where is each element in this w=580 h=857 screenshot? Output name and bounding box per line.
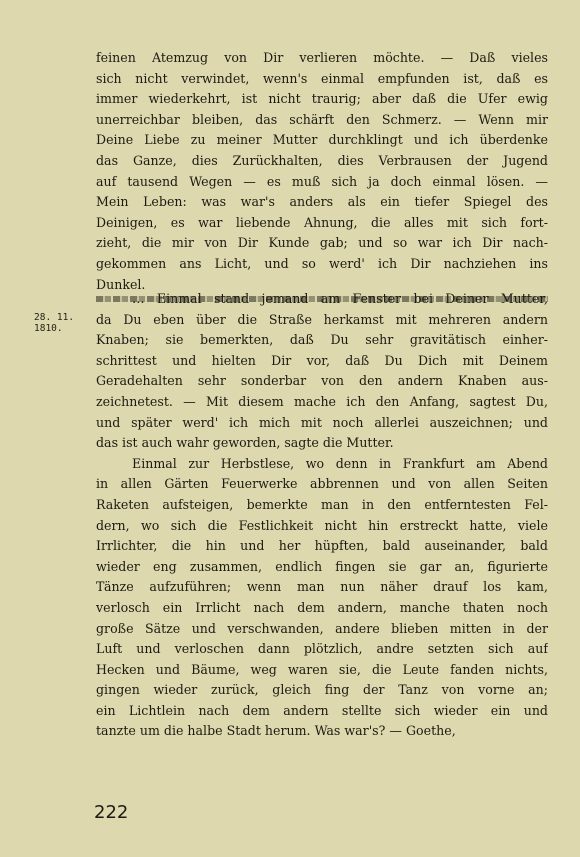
text-line: und später werd' ich mich mit noch allerlei auszeichnen; und — [96, 414, 548, 430]
text-line: Luft und verloschen dann plötzlich, andre setzten sich auf — [96, 641, 548, 657]
text-line: große Sätze und verschwanden, andere blieben mitten in der — [96, 620, 548, 636]
date-year: 1810. — [34, 323, 63, 334]
top-paragraph — [96, 48, 548, 295]
text-line: schrittest und hielten Dir vor, daß Du Dich mit Deinem — [96, 352, 548, 368]
text-line: verlosch ein Irrlicht nach dem andern, manche thaten noch — [96, 599, 548, 615]
text-line: das ist auch wahr geworden, sagte die Mutter. — [96, 435, 394, 451]
text-line: feinen Atemzug von Dir verlieren möchte. — Daß vieles — [96, 50, 548, 65]
text-line: gekommen ans Licht, und so werd' ich Dir nachziehen ins — [96, 255, 548, 271]
text-line: gingen wieder zurück, gleich fing der Tanz von vorne an; — [96, 682, 548, 698]
text-line: Irrlichter, die hin und her hüpften, bald auseinander, bald — [96, 538, 548, 554]
letter-body — [96, 289, 548, 742]
text-line: Dunkel. — [96, 276, 146, 292]
text-line: wieder eng zusammen, endlich fingen sie gar an, figurierte — [96, 558, 548, 574]
text-line: zieht, die mir von Dir Kunde gab; und so war ich Dir nach- — [96, 235, 548, 251]
text-line: da Du eben über die Straße herkamst mit mehreren andern — [96, 311, 548, 327]
text-line: zeichnetest. — Mit diesem mache ich den Anfang, sagtest Du, — [96, 393, 548, 409]
text-line: Geradehalten sehr sonderbar von den andern Knaben aus- — [96, 373, 548, 389]
text-line: das Ganze, dies Zurückhalten, dies Verbrausen der Jugend — [96, 152, 548, 168]
text-line: immer wiederkehrt, ist nicht traurig; aber daß die Ufer ewig — [96, 91, 548, 107]
text-line: … Einmal stand jemand am Fenster bei Deiner Mutter, — [132, 291, 548, 306]
text-line: auf tausend Wegen — es muß sich ja doch einmal lösen. — — [96, 173, 548, 189]
date-margin-note — [34, 312, 86, 334]
date-day-month: 28. 11. — [34, 312, 75, 323]
text-line: Mein Leben: was war's anders als ein tiefer Spiegel des — [96, 194, 548, 210]
text-line: sich nicht verwindet, wenn's einmal empfunden ist, daß es — [96, 70, 548, 86]
text-line: Einmal zur Herbstlese, wo denn in Frankfurt am Abend — [132, 455, 548, 471]
text-line: tanzte um die halbe Stadt herum. Was war's? — Goethe, — [96, 723, 456, 739]
page-number: 222 — [94, 802, 129, 823]
text-line: Knaben; sie bemerkten, daß Du sehr gravitätisch einher- — [96, 332, 548, 348]
text-line: Hecken und Bäume, weg waren sie, die Leute fanden nichts, — [96, 661, 548, 677]
text-line: Tänze aufzuführen; wenn man nun näher drauf los kam, — [96, 579, 548, 595]
text-line: dern, wo sich die Festlichkeit nicht hin erstreckt hatte, viele — [96, 517, 548, 533]
text-line: Deinigen, es war liebende Ahnung, die alles mit sich fort- — [96, 214, 548, 230]
text-line: unerreichbar bleiben, das schärft den Schmerz. — Wenn mir — [96, 111, 548, 127]
text-line: Deine Liebe zu meiner Mutter durchklingt und ich überdenke — [96, 132, 548, 148]
text-line: ein Lichtlein nach dem andern stellte sich wieder ein und — [96, 702, 548, 718]
text-line: in allen Gärten Feuerwerke abbrennen und von allen Seiten — [96, 476, 548, 492]
text-line: Raketen aufsteigen, bemerkte man in den entferntesten Fel- — [96, 496, 548, 512]
